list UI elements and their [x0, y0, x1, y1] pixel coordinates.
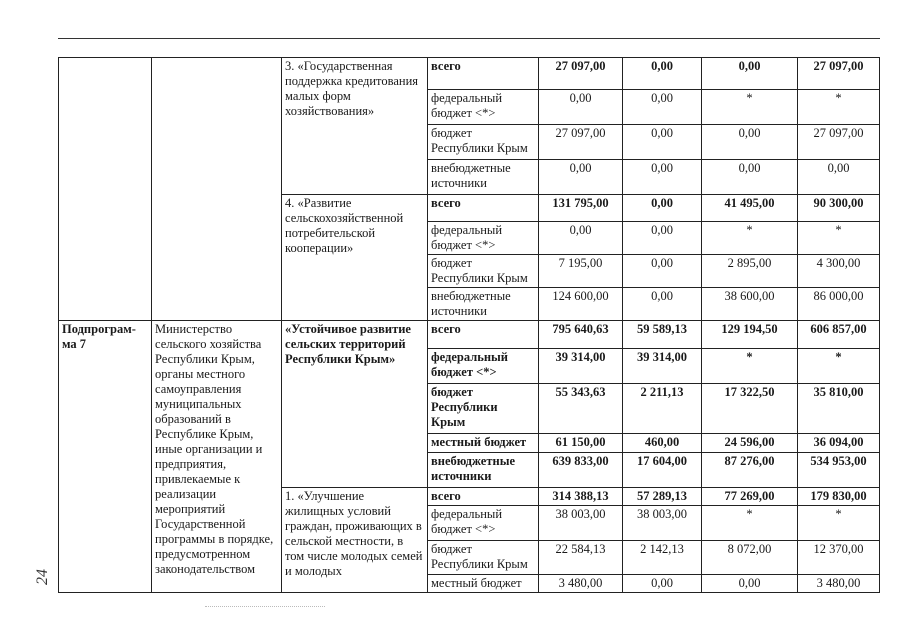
- value-cell: 0,00: [623, 58, 702, 90]
- source-cell: бюджет Республики Крым: [428, 384, 539, 434]
- source-cell: бюджет Республики Крым: [428, 541, 539, 575]
- value-cell: 534 953,00: [798, 453, 880, 488]
- value-cell: 27 097,00: [798, 58, 880, 90]
- empty-executor-cell: [152, 58, 282, 321]
- value-cell: 7 195,00: [539, 255, 623, 288]
- value-cell: 24 596,00: [702, 434, 798, 453]
- value-cell: 0,00: [798, 160, 880, 195]
- value-cell: 57 289,13: [623, 488, 702, 506]
- value-cell: 0,00: [623, 288, 702, 321]
- value-cell: 0,00: [623, 160, 702, 195]
- value-cell: 12 370,00: [798, 541, 880, 575]
- value-cell: 36 094,00: [798, 434, 880, 453]
- value-cell: 0,00: [623, 125, 702, 160]
- value-cell: 2 142,13: [623, 541, 702, 575]
- source-cell: федеральный бюджет <*>: [428, 506, 539, 541]
- value-cell: 314 388,13: [539, 488, 623, 506]
- source-cell: внебюджетные источники: [428, 453, 539, 488]
- source-cell: бюджет Республики Крым: [428, 125, 539, 160]
- value-cell: 86 000,00: [798, 288, 880, 321]
- value-cell: 38 600,00: [702, 288, 798, 321]
- empty-label-cell: [59, 58, 152, 321]
- value-cell: 606 857,00: [798, 321, 880, 349]
- source-cell: местный бюджет: [428, 434, 539, 453]
- source-cell: федеральный бюджет <*>: [428, 349, 539, 384]
- value-cell: *: [702, 222, 798, 255]
- value-cell: 17 322,50: [702, 384, 798, 434]
- source-cell: внебюджетные источники: [428, 288, 539, 321]
- value-cell: 0,00: [702, 58, 798, 90]
- value-cell: 38 003,00: [539, 506, 623, 541]
- value-cell: 27 097,00: [539, 58, 623, 90]
- value-cell: 35 810,00: [798, 384, 880, 434]
- value-cell: 0,00: [623, 575, 702, 593]
- value-cell: 179 830,00: [798, 488, 880, 506]
- value-cell: 0,00: [623, 222, 702, 255]
- value-cell: 0,00: [623, 90, 702, 125]
- value-cell: 2 895,00: [702, 255, 798, 288]
- source-cell: всего: [428, 195, 539, 222]
- measure-3-name: 3. «Государственная поддержка кредитования малых форм хозяйствования»: [282, 58, 428, 195]
- value-cell: 90 300,00: [798, 195, 880, 222]
- value-cell: 639 833,00: [539, 453, 623, 488]
- value-cell: 59 589,13: [623, 321, 702, 349]
- budget-table: [58, 57, 880, 593]
- source-cell: местный бюджет: [428, 575, 539, 593]
- value-cell: *: [798, 90, 880, 125]
- value-cell: 38 003,00: [623, 506, 702, 541]
- source-cell: федеральный бюджет <*>: [428, 90, 539, 125]
- value-cell: 0,00: [623, 255, 702, 288]
- value-cell: 460,00: [623, 434, 702, 453]
- value-cell: 61 150,00: [539, 434, 623, 453]
- value-cell: 55 343,63: [539, 384, 623, 434]
- value-cell: 124 600,00: [539, 288, 623, 321]
- value-cell: 131 795,00: [539, 195, 623, 222]
- measure-1-name: 1. «Улучшение жилищных условий граждан, проживающих в сельской местности, в том числе молодых семей и молодых: [282, 488, 428, 593]
- value-cell: 0,00: [702, 160, 798, 195]
- source-cell: внебюджетные источники: [428, 160, 539, 195]
- source-cell: всего: [428, 58, 539, 90]
- value-cell: 77 269,00: [702, 488, 798, 506]
- value-cell: 795 640,63: [539, 321, 623, 349]
- scan-artifact: [205, 606, 325, 607]
- subprogram-name: «Устойчивое развитие сельских территорий Республики Крым»: [282, 321, 428, 488]
- value-cell: *: [798, 506, 880, 541]
- source-cell: всего: [428, 321, 539, 349]
- table-row: [59, 58, 880, 90]
- value-cell: 17 604,00: [623, 453, 702, 488]
- value-cell: 0,00: [539, 90, 623, 125]
- value-cell: 39 314,00: [539, 349, 623, 384]
- source-cell: федеральный бюджет <*>: [428, 222, 539, 255]
- measure-4-name: 4. «Развитие сельскохозяйственной потребительской кооперации»: [282, 195, 428, 321]
- value-cell: 41 495,00: [702, 195, 798, 222]
- page-number: 24: [34, 569, 51, 585]
- value-cell: 129 194,50: [702, 321, 798, 349]
- value-cell: *: [702, 90, 798, 125]
- value-cell: 22 584,13: [539, 541, 623, 575]
- source-cell: всего: [428, 488, 539, 506]
- value-cell: 0,00: [702, 575, 798, 593]
- value-cell: 27 097,00: [798, 125, 880, 160]
- subprogram-executor: Министерство сельского хозяйства Республики Крым, органы местного самоуправления муниципальных образований в Республике Крым, иные организации и предприятия, привлекаемые к реализации мероприятий Государственной программы в порядке, предусмотренном законодательством: [152, 321, 282, 593]
- value-cell: 0,00: [539, 222, 623, 255]
- value-cell: 39 314,00: [623, 349, 702, 384]
- value-cell: 4 300,00: [798, 255, 880, 288]
- value-cell: 0,00: [623, 195, 702, 222]
- value-cell: *: [798, 349, 880, 384]
- value-cell: 87 276,00: [702, 453, 798, 488]
- value-cell: 3 480,00: [798, 575, 880, 593]
- value-cell: 27 097,00: [539, 125, 623, 160]
- value-cell: 3 480,00: [539, 575, 623, 593]
- value-cell: 0,00: [539, 160, 623, 195]
- subprogram-label: Подпрограм-ма 7: [59, 321, 152, 593]
- value-cell: *: [702, 349, 798, 384]
- top-rule: [58, 38, 880, 39]
- source-cell: бюджет Республики Крым: [428, 255, 539, 288]
- value-cell: 8 072,00: [702, 541, 798, 575]
- value-cell: 2 211,13: [623, 384, 702, 434]
- table-row: [59, 321, 880, 349]
- value-cell: *: [798, 222, 880, 255]
- value-cell: 0,00: [702, 125, 798, 160]
- value-cell: *: [702, 506, 798, 541]
